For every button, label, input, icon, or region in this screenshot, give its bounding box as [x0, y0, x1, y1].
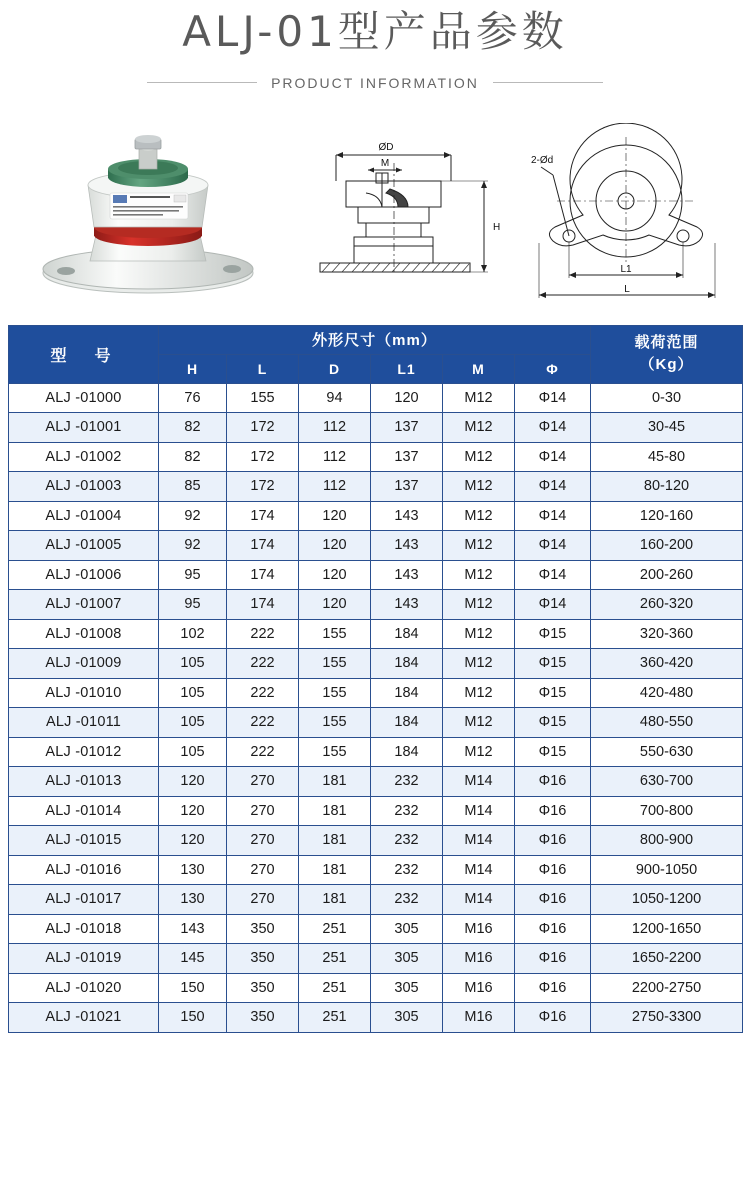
cell-l1: 184 — [371, 678, 443, 708]
table-row — [9, 413, 743, 443]
cell-model: ALJ -01001 — [9, 413, 159, 443]
cell-load: 2200-2750 — [591, 973, 743, 1003]
cell-h: 143 — [159, 914, 227, 944]
cell-l: 350 — [227, 914, 299, 944]
col-header-phi: Φ — [515, 354, 591, 383]
cell-l1: 305 — [371, 1003, 443, 1033]
cell-phi: Φ16 — [515, 973, 591, 1003]
front-section-drawing — [306, 123, 506, 313]
cell-phi: Φ15 — [515, 737, 591, 767]
cell-l: 270 — [227, 885, 299, 915]
cell-h: 120 — [159, 826, 227, 856]
cell-l1: 305 — [371, 914, 443, 944]
cell-phi: Φ16 — [515, 885, 591, 915]
cell-l1: 232 — [371, 796, 443, 826]
dim-label-l: L — [624, 283, 630, 295]
cell-m: M16 — [443, 1003, 515, 1033]
col-header-dimensions: 外形尺寸（mm） — [159, 325, 591, 354]
cell-l: 174 — [227, 560, 299, 590]
cell-phi: Φ16 — [515, 826, 591, 856]
cell-load: 1650-2200 — [591, 944, 743, 974]
cell-phi: Φ15 — [515, 619, 591, 649]
cell-m: M16 — [443, 944, 515, 974]
cell-m: M12 — [443, 442, 515, 472]
table-row — [9, 737, 743, 767]
cell-phi: Φ15 — [515, 678, 591, 708]
cell-l1: 184 — [371, 708, 443, 738]
cell-h: 85 — [159, 472, 227, 502]
top-view-svg — [523, 123, 738, 313]
col-header-m: M — [443, 354, 515, 383]
cell-model: ALJ -01011 — [9, 708, 159, 738]
cell-l1: 232 — [371, 826, 443, 856]
table-row — [9, 796, 743, 826]
cell-l: 270 — [227, 767, 299, 797]
cell-load: 320-360 — [591, 619, 743, 649]
cell-l1: 137 — [371, 442, 443, 472]
cell-model: ALJ -01014 — [9, 796, 159, 826]
cell-m: M12 — [443, 737, 515, 767]
cell-l: 270 — [227, 826, 299, 856]
cell-model: ALJ -01015 — [9, 826, 159, 856]
cell-l1: 305 — [371, 973, 443, 1003]
cell-phi: Φ16 — [515, 914, 591, 944]
page-title: ALJ-01型产品参数 — [182, 7, 568, 56]
cell-m: M12 — [443, 560, 515, 590]
cell-phi: Φ16 — [515, 767, 591, 797]
subtitle-row — [0, 75, 750, 91]
cell-d: 120 — [299, 560, 371, 590]
cell-phi: Φ16 — [515, 1003, 591, 1033]
cell-model: ALJ -01020 — [9, 973, 159, 1003]
rule-left — [147, 82, 257, 83]
cell-model: ALJ -01005 — [9, 531, 159, 561]
cell-l1: 232 — [371, 767, 443, 797]
table-row — [9, 501, 743, 531]
table-row — [9, 531, 743, 561]
cell-m: M16 — [443, 973, 515, 1003]
cell-l: 172 — [227, 472, 299, 502]
cell-h: 105 — [159, 737, 227, 767]
cell-phi: Φ14 — [515, 590, 591, 620]
cell-l: 350 — [227, 973, 299, 1003]
table-row — [9, 649, 743, 679]
cell-l: 172 — [227, 413, 299, 443]
cell-l: 350 — [227, 1003, 299, 1033]
col-header-l: L — [227, 354, 299, 383]
cell-l: 155 — [227, 383, 299, 413]
table-row — [9, 678, 743, 708]
spec-table-body — [9, 383, 743, 1032]
cell-l1: 184 — [371, 737, 443, 767]
cell-load: 120-160 — [591, 501, 743, 531]
cell-d: 155 — [299, 737, 371, 767]
cell-m: M12 — [443, 413, 515, 443]
top-view-drawing — [523, 123, 738, 313]
cell-m: M12 — [443, 590, 515, 620]
cell-l1: 120 — [371, 383, 443, 413]
cell-d: 112 — [299, 413, 371, 443]
dim-label-2od: 2-Ød — [531, 154, 554, 166]
spec-table-wrap — [0, 325, 750, 1051]
table-row — [9, 708, 743, 738]
cell-l1: 143 — [371, 531, 443, 561]
cell-m: M14 — [443, 885, 515, 915]
cell-h: 82 — [159, 442, 227, 472]
cell-load: 0-30 — [591, 383, 743, 413]
cell-l: 222 — [227, 619, 299, 649]
cell-d: 120 — [299, 590, 371, 620]
cell-d: 94 — [299, 383, 371, 413]
cell-h: 92 — [159, 531, 227, 561]
cell-load: 550-630 — [591, 737, 743, 767]
cell-h: 105 — [159, 678, 227, 708]
cell-l1: 143 — [371, 560, 443, 590]
cell-load: 800-900 — [591, 826, 743, 856]
cell-m: M12 — [443, 649, 515, 679]
cell-model: ALJ -01008 — [9, 619, 159, 649]
cell-h: 82 — [159, 413, 227, 443]
cell-model: ALJ -01007 — [9, 590, 159, 620]
cell-m: M12 — [443, 619, 515, 649]
cell-model: ALJ -01019 — [9, 944, 159, 974]
cell-model: ALJ -01012 — [9, 737, 159, 767]
cell-l: 222 — [227, 678, 299, 708]
cell-d: 251 — [299, 1003, 371, 1033]
cell-d: 181 — [299, 885, 371, 915]
cell-model: ALJ -01003 — [9, 472, 159, 502]
cell-model: ALJ -01000 — [9, 383, 159, 413]
table-row — [9, 944, 743, 974]
cell-l1: 184 — [371, 619, 443, 649]
table-row — [9, 973, 743, 1003]
cell-load: 420-480 — [591, 678, 743, 708]
cell-h: 130 — [159, 855, 227, 885]
cell-h: 92 — [159, 501, 227, 531]
cell-load: 630-700 — [591, 767, 743, 797]
cell-m: M12 — [443, 472, 515, 502]
cell-h: 76 — [159, 383, 227, 413]
cell-l1: 137 — [371, 472, 443, 502]
cell-h: 95 — [159, 590, 227, 620]
spec-table — [8, 325, 743, 1033]
dim-label-h: H — [492, 221, 500, 233]
cell-l1: 184 — [371, 649, 443, 679]
spec-table-head — [9, 325, 743, 383]
table-row — [9, 767, 743, 797]
col-header-d: D — [299, 354, 371, 383]
cell-d: 112 — [299, 442, 371, 472]
table-row — [9, 885, 743, 915]
cell-phi: Φ16 — [515, 944, 591, 974]
cell-model: ALJ -01002 — [9, 442, 159, 472]
cell-phi: Φ15 — [515, 708, 591, 738]
cell-phi: Φ14 — [515, 472, 591, 502]
col-header-model: 型 号 — [9, 325, 159, 383]
cell-h: 145 — [159, 944, 227, 974]
front-section-svg — [306, 123, 506, 313]
cell-d: 120 — [299, 531, 371, 561]
cell-l: 270 — [227, 855, 299, 885]
table-row — [9, 914, 743, 944]
cell-l: 174 — [227, 590, 299, 620]
col-header-l1: L1 — [371, 354, 443, 383]
cell-m: M12 — [443, 708, 515, 738]
cell-load: 480-550 — [591, 708, 743, 738]
table-row — [9, 826, 743, 856]
cell-load: 200-260 — [591, 560, 743, 590]
cell-m: M12 — [443, 531, 515, 561]
cell-d: 181 — [299, 796, 371, 826]
cell-l: 350 — [227, 944, 299, 974]
cell-h: 120 — [159, 796, 227, 826]
cell-l: 222 — [227, 708, 299, 738]
page-subtitle: PRODUCT INFORMATION — [271, 74, 479, 91]
cell-l1: 143 — [371, 501, 443, 531]
dim-label-m: M — [380, 157, 389, 169]
cell-d: 251 — [299, 973, 371, 1003]
col-header-load — [591, 325, 743, 383]
cell-d: 155 — [299, 649, 371, 679]
cell-phi: Φ16 — [515, 796, 591, 826]
cell-phi: Φ16 — [515, 855, 591, 885]
cell-load: 700-800 — [591, 796, 743, 826]
cell-model: ALJ -01013 — [9, 767, 159, 797]
cell-d: 251 — [299, 944, 371, 974]
table-row — [9, 560, 743, 590]
cell-load: 260-320 — [591, 590, 743, 620]
cell-load: 45-80 — [591, 442, 743, 472]
cell-d: 120 — [299, 501, 371, 531]
cell-d: 181 — [299, 826, 371, 856]
cell-load: 900-1050 — [591, 855, 743, 885]
cell-d: 112 — [299, 472, 371, 502]
cell-load: 160-200 — [591, 531, 743, 561]
cell-phi: Φ14 — [515, 501, 591, 531]
product-photo — [18, 123, 288, 313]
cell-model: ALJ -01010 — [9, 678, 159, 708]
cell-d: 181 — [299, 767, 371, 797]
cell-m: M16 — [443, 914, 515, 944]
cell-h: 105 — [159, 649, 227, 679]
rule-right — [493, 82, 603, 83]
cell-m: M14 — [443, 855, 515, 885]
cell-l: 270 — [227, 796, 299, 826]
cell-load: 360-420 — [591, 649, 743, 679]
cell-h: 120 — [159, 767, 227, 797]
cell-d: 155 — [299, 678, 371, 708]
cell-h: 102 — [159, 619, 227, 649]
table-row — [9, 1003, 743, 1033]
col-header-h: H — [159, 354, 227, 383]
cell-phi: Φ14 — [515, 383, 591, 413]
table-row — [9, 855, 743, 885]
col-header-load-line2: （Kg） — [639, 356, 694, 373]
cell-m: M12 — [443, 501, 515, 531]
cell-model: ALJ -01018 — [9, 914, 159, 944]
cell-l1: 305 — [371, 944, 443, 974]
cell-load: 80-120 — [591, 472, 743, 502]
page-header — [0, 0, 750, 91]
cell-l: 222 — [227, 737, 299, 767]
cell-model: ALJ -01016 — [9, 855, 159, 885]
col-header-load-line1: 载荷范围 — [634, 334, 699, 352]
cell-model: ALJ -01021 — [9, 1003, 159, 1033]
cell-model: ALJ -01006 — [9, 560, 159, 590]
cell-m: M14 — [443, 826, 515, 856]
cell-h: 150 — [159, 1003, 227, 1033]
figure-row — [0, 113, 750, 313]
cell-h: 105 — [159, 708, 227, 738]
cell-l1: 232 — [371, 855, 443, 885]
product-photo-svg — [18, 123, 288, 313]
cell-model: ALJ -01017 — [9, 885, 159, 915]
cell-d: 155 — [299, 619, 371, 649]
cell-h: 95 — [159, 560, 227, 590]
table-row — [9, 472, 743, 502]
cell-h: 130 — [159, 885, 227, 915]
cell-l: 222 — [227, 649, 299, 679]
dim-label-l1: L1 — [620, 263, 632, 275]
cell-load: 1050-1200 — [591, 885, 743, 915]
cell-phi: Φ14 — [515, 442, 591, 472]
cell-load: 30-45 — [591, 413, 743, 443]
cell-m: M12 — [443, 678, 515, 708]
cell-d: 155 — [299, 708, 371, 738]
cell-m: M14 — [443, 796, 515, 826]
cell-load: 1200-1650 — [591, 914, 743, 944]
dim-label-od: ØD — [378, 141, 393, 153]
cell-model: ALJ -01004 — [9, 501, 159, 531]
table-row — [9, 590, 743, 620]
cell-phi: Φ14 — [515, 560, 591, 590]
cell-d: 181 — [299, 855, 371, 885]
cell-phi: Φ14 — [515, 413, 591, 443]
cell-load: 2750-3300 — [591, 1003, 743, 1033]
cell-l: 174 — [227, 531, 299, 561]
cell-h: 150 — [159, 973, 227, 1003]
cell-phi: Φ14 — [515, 531, 591, 561]
cell-l: 174 — [227, 501, 299, 531]
cell-l1: 232 — [371, 885, 443, 915]
cell-d: 251 — [299, 914, 371, 944]
cell-l1: 143 — [371, 590, 443, 620]
table-row — [9, 442, 743, 472]
header-row-1 — [9, 325, 743, 354]
cell-m: M12 — [443, 383, 515, 413]
cell-phi: Φ15 — [515, 649, 591, 679]
cell-model: ALJ -01009 — [9, 649, 159, 679]
cell-l: 172 — [227, 442, 299, 472]
cell-l1: 137 — [371, 413, 443, 443]
table-row — [9, 619, 743, 649]
cell-m: M14 — [443, 767, 515, 797]
table-row — [9, 383, 743, 413]
